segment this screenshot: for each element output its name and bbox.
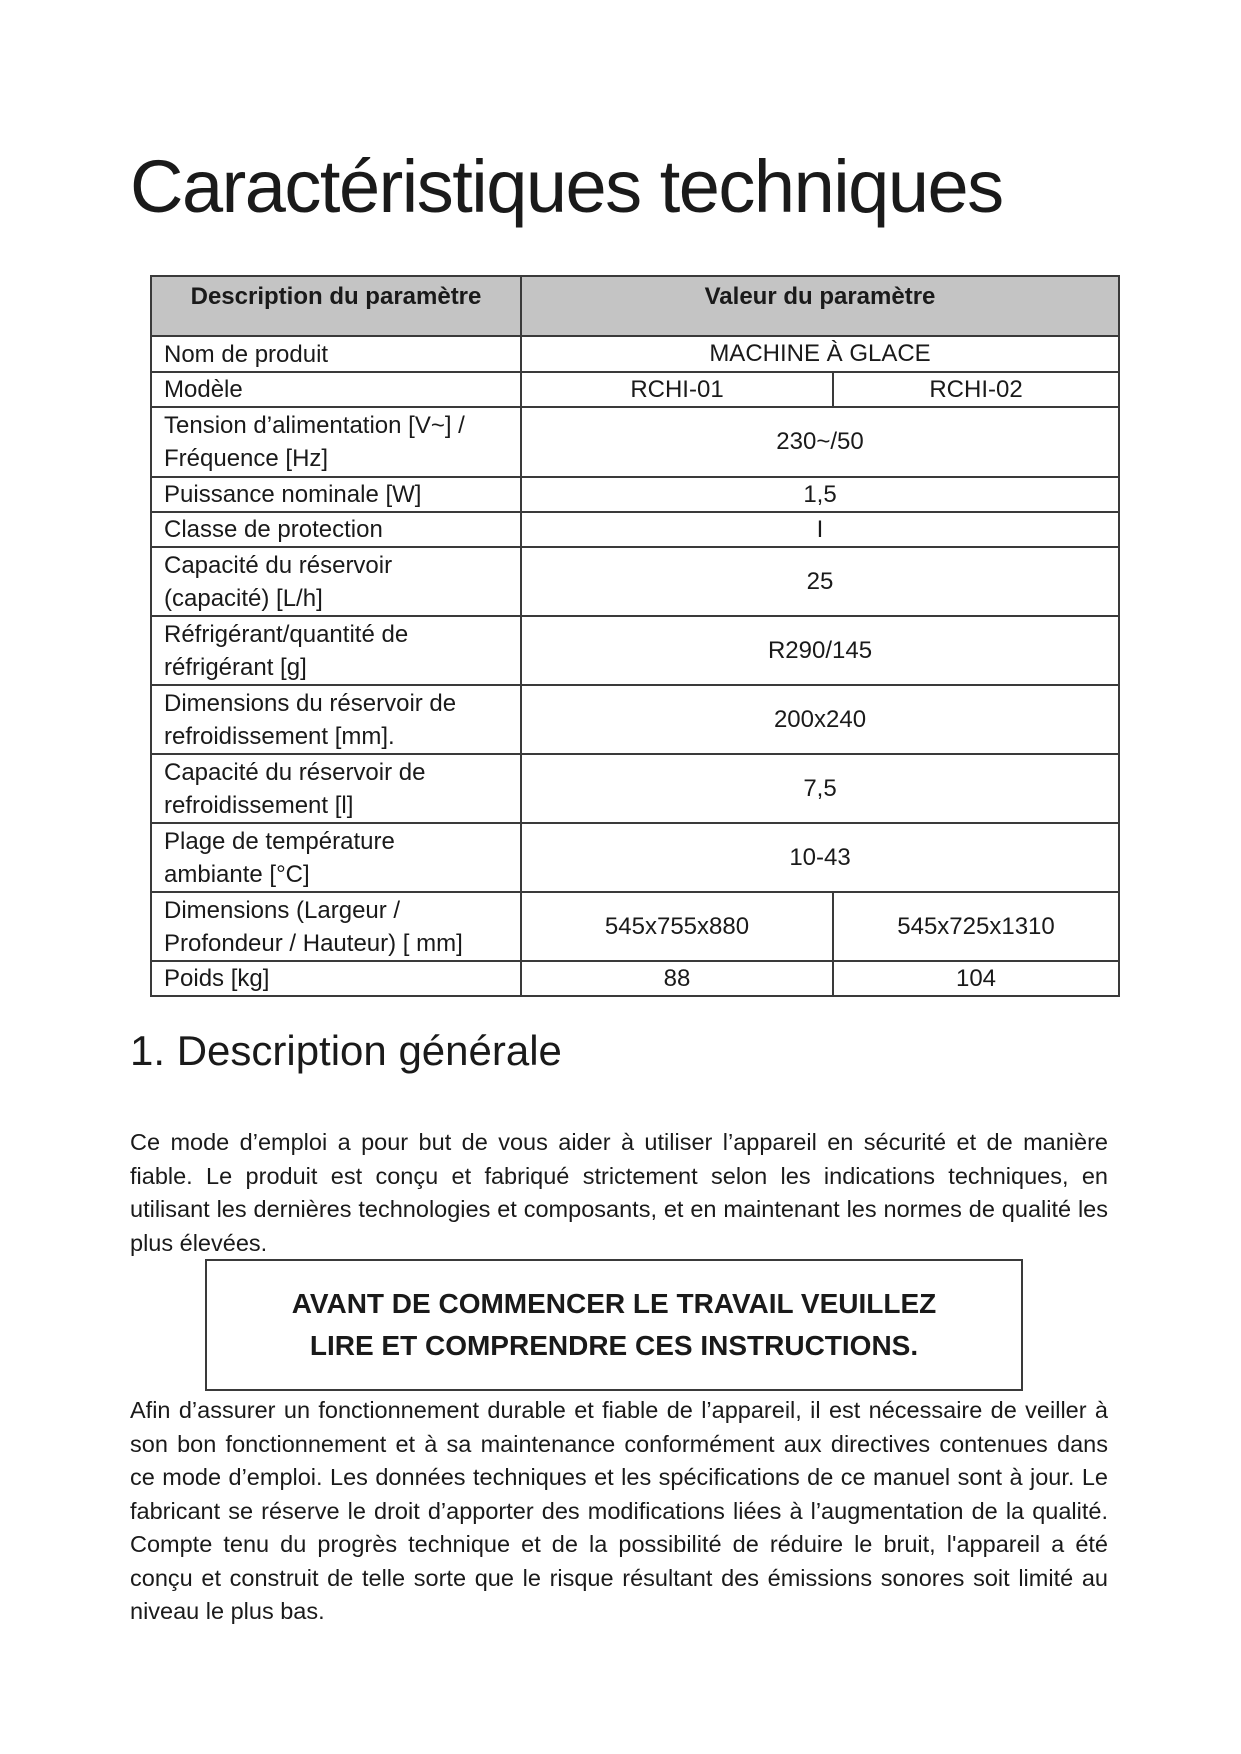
table-row	[151, 372, 1119, 407]
warning-box	[205, 1259, 1023, 1391]
table-row	[151, 512, 1119, 547]
row-label: Nom de produit	[151, 336, 521, 372]
row-value-model-a: RCHI-01	[521, 372, 833, 407]
table-row	[151, 547, 1119, 616]
page-title: Caractéristiques techniques	[130, 145, 1003, 228]
header-parameter-value: Valeur du paramètre	[521, 276, 1119, 336]
row-value-model-b: 545x725x1310	[833, 892, 1119, 961]
row-value: 25	[521, 547, 1119, 616]
row-value-model-a: 545x755x880	[521, 892, 833, 961]
row-label: Plage de température ambiante [°C]	[151, 823, 521, 892]
row-label: Dimensions du réservoir de refroidissement [mm].	[151, 685, 521, 754]
row-label: Capacité du réservoir (capacité) [L/h]	[151, 547, 521, 616]
table-row	[151, 616, 1119, 685]
row-value: 1,5	[521, 477, 1119, 512]
header-parameter-description: Description du paramètre	[151, 276, 521, 336]
row-value: 7,5	[521, 754, 1119, 823]
row-value: I	[521, 512, 1119, 547]
row-label: Capacité du réservoir de refroidissement [l]	[151, 754, 521, 823]
row-value: 200x240	[521, 685, 1119, 754]
row-label: Classe de protection	[151, 512, 521, 547]
row-label: Modèle	[151, 372, 521, 407]
warning-line: LIRE ET COMPRENDRE CES INSTRUCTIONS.	[309, 1330, 919, 1361]
table-row	[151, 407, 1119, 477]
table-row	[151, 336, 1119, 372]
table-row	[151, 961, 1119, 996]
table-row	[151, 754, 1119, 823]
row-label: Poids [kg]	[151, 961, 521, 996]
section-title: 1. Description générale	[130, 1027, 562, 1074]
row-label: Tension d’alimentation [V~] / Fréquence [Hz]	[151, 407, 521, 477]
warning-line: AVANT DE COMMENCER LE TRAVAIL VEUILLEZ	[291, 1288, 937, 1319]
body-paragraph: Afin d’assurer un fonctionnement durable et fiable de l’appareil, il est nécessaire de veiller à son bon fonctionnement et à sa maintenance conformément aux directives contenues dans ce mode d’emploi. Les données techniques et les spécifications de ce manuel sont à jour. Le fabricant se réserve le droit d’apporter des modifications liées à l’augmentation de la qualité. Compte tenu du progrès technique et de la possibilité de réduire le bruit, l'appareil a été conçu et construit de telle sorte que le risque résultant des émissions sonores soit limité au niveau le plus bas.	[130, 1397, 1108, 1624]
table-row	[151, 477, 1119, 512]
specifications-table	[150, 275, 1120, 997]
table-row	[151, 892, 1119, 961]
intro-paragraph: Ce mode d’emploi a pour but de vous aider à utiliser l’appareil en sécurité et de manière fiable. Le produit est conçu et fabriqué strictement selon les indications techniques, en utilisant les dernières technologies et composants, et en maintenant les normes de qualité les plus élevées.	[130, 1129, 1108, 1256]
table-row	[151, 823, 1119, 892]
row-value: MACHINE À GLACE	[521, 336, 1119, 372]
row-value-model-a: 88	[521, 961, 833, 996]
row-label: Réfrigérant/quantité de réfrigérant [g]	[151, 616, 521, 685]
row-value: R290/145	[521, 616, 1119, 685]
row-value: 10-43	[521, 823, 1119, 892]
row-value-model-b: RCHI-02	[833, 372, 1119, 407]
row-value: 230~/50	[521, 407, 1119, 477]
row-label: Dimensions (Largeur / Profondeur / Hauteur) [ mm]	[151, 892, 521, 961]
table-row	[151, 685, 1119, 754]
row-value-model-b: 104	[833, 961, 1119, 996]
row-label: Puissance nominale [W]	[151, 477, 521, 512]
table-header-row	[151, 276, 1119, 336]
